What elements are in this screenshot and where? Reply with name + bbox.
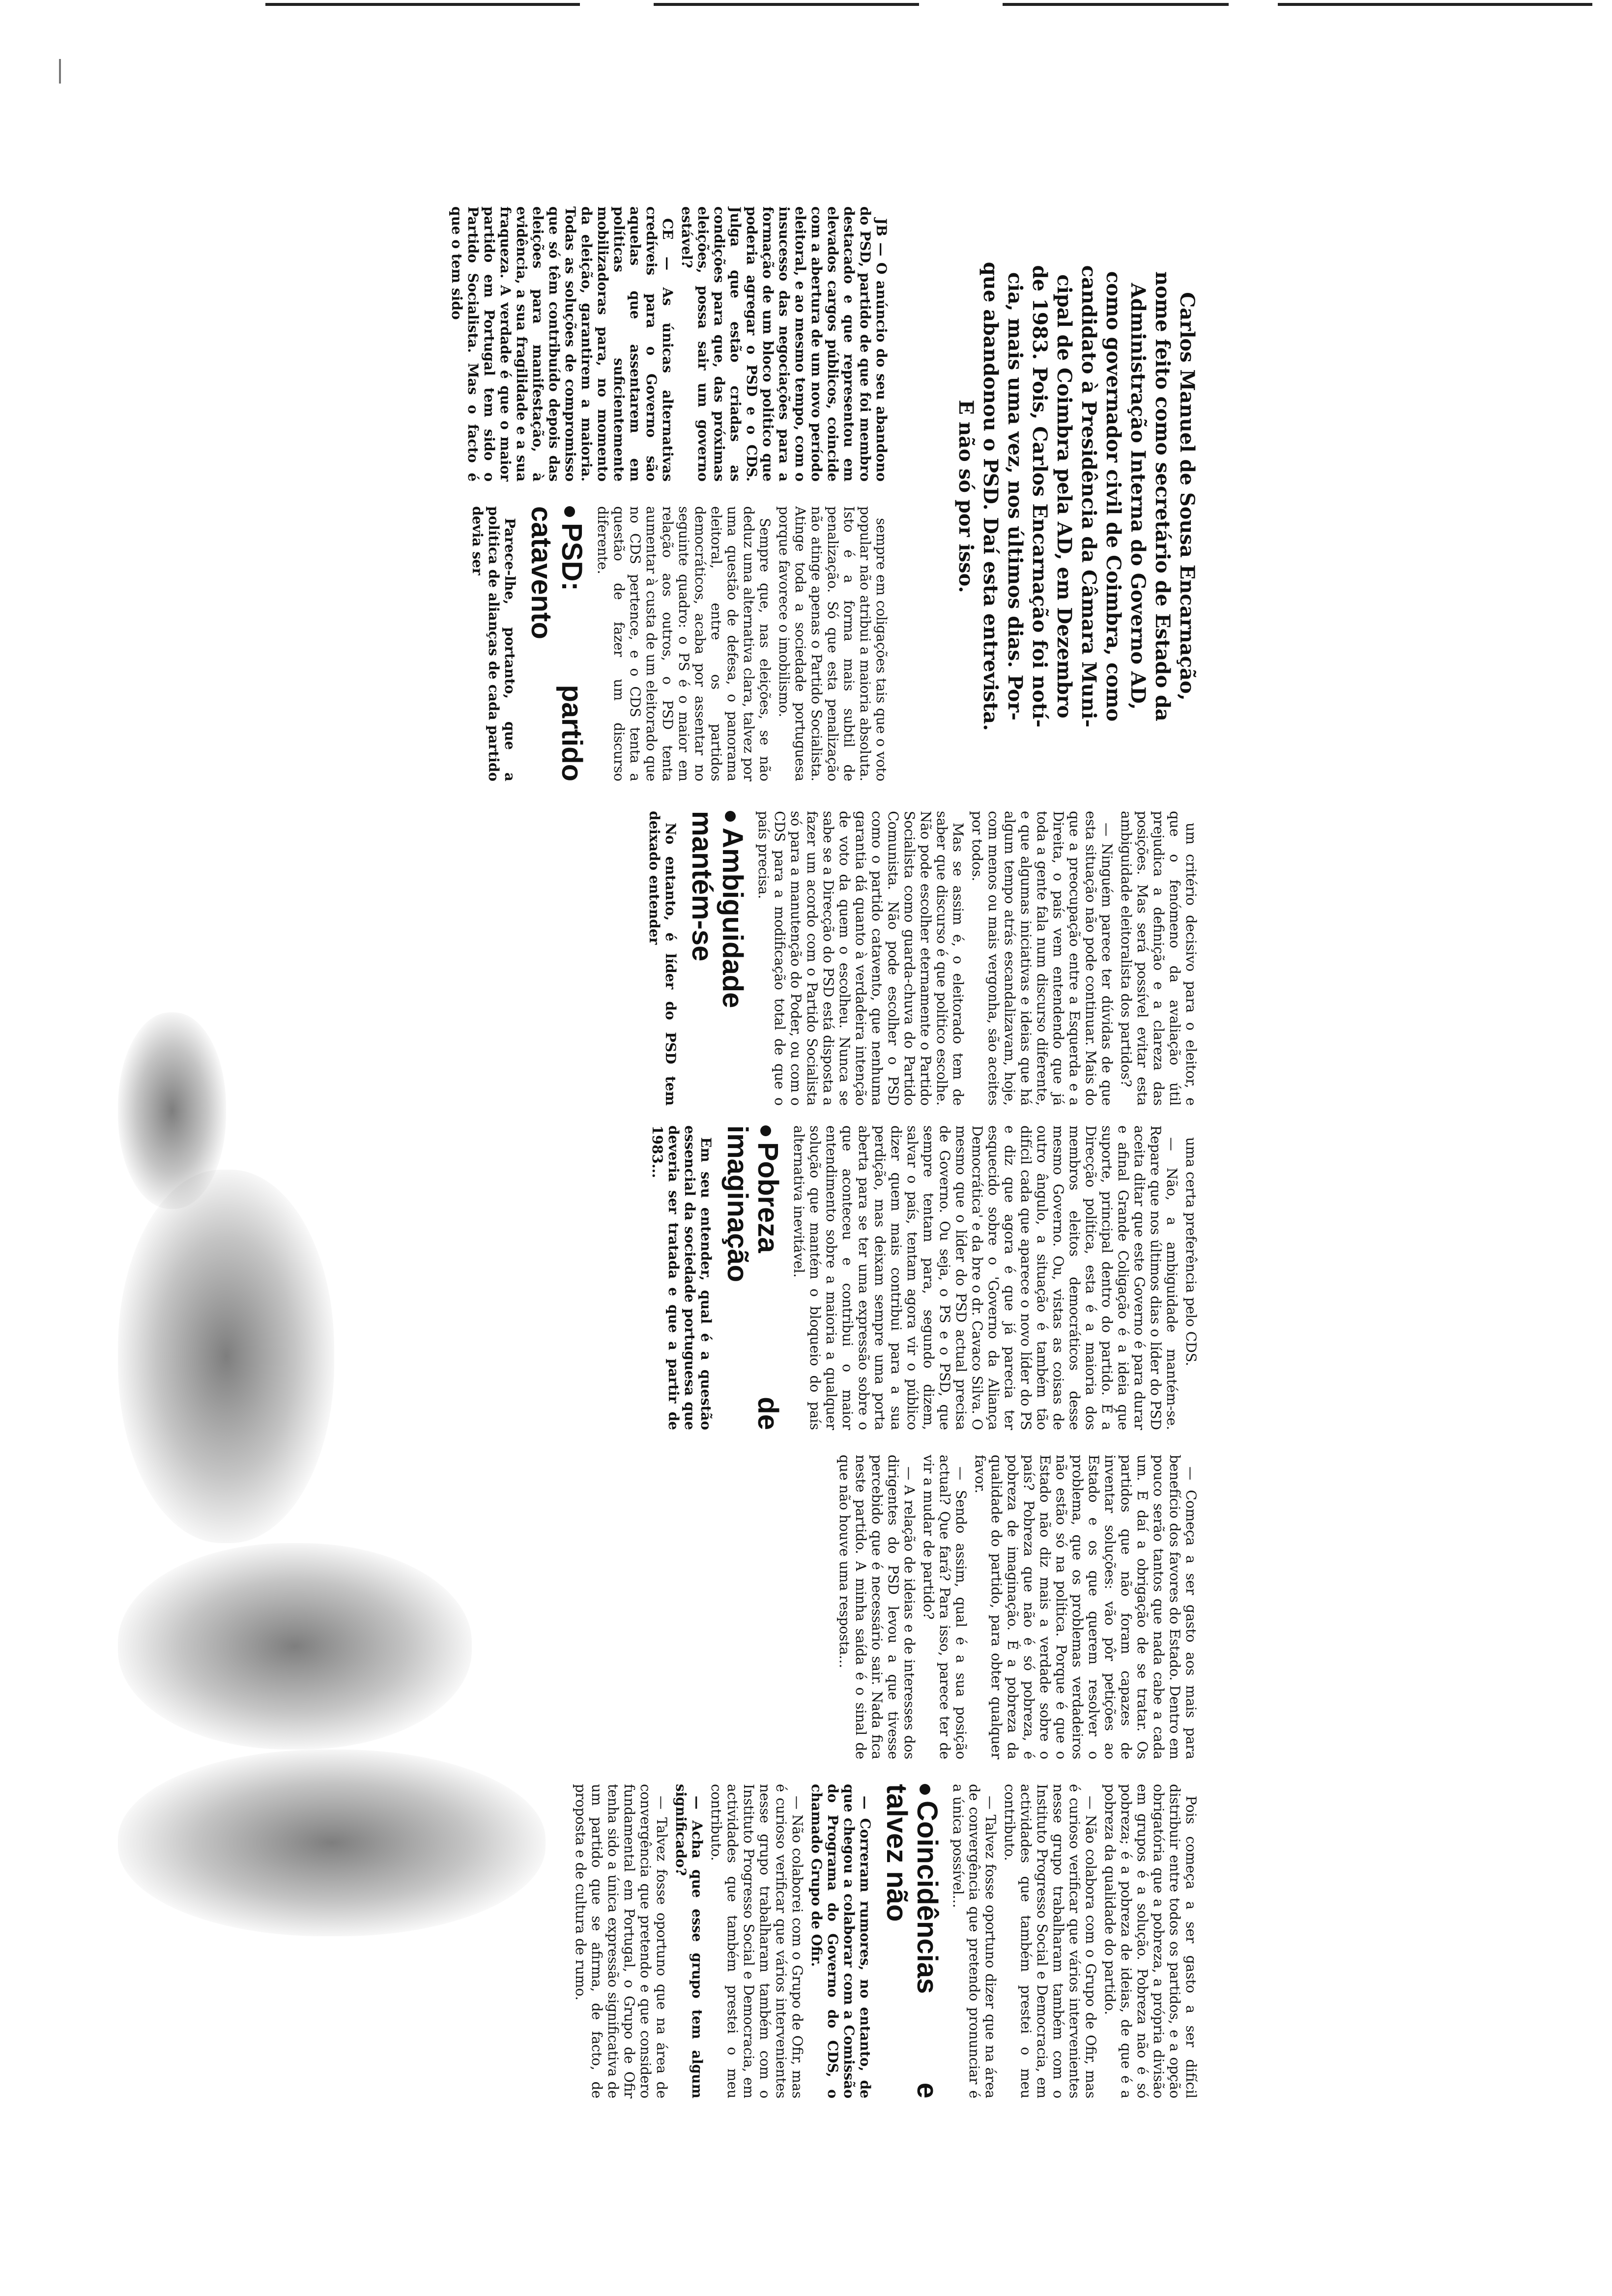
scan-edge-mark	[1003, 3, 1229, 6]
article-paragraph: Em seu entender, qual é a questão essencial da sociedade portuguesa que deveria ser tratada e que a partir de 1983...	[649, 1125, 714, 1430]
scan-smudge	[118, 1543, 472, 1750]
lead-line: Administração Interna do Governo AD,	[1126, 283, 1150, 710]
subheading-pobreza	[722, 1125, 783, 1430]
scan-smudge	[118, 1170, 334, 1543]
article-paragraph: — Talvez fosse oportuno que na área de convergência que pretendo e que considero fundamental em Portugal, o Grupo de Ofir tenha sido a única expressão significativa de um partido que se afirma, de facto, de proposta e de cultura de rumo.	[573, 1784, 670, 2098]
article-paragraph: — Começa a ser gasto aos mais para benefício dos favores do Estado. Dentro em pouco serão tantos que nada cabe a cada um. E daí a obrigação de se tratar. Os partidos que não foram capazes de inventar soluções: vão pôr petições ao Estado e os que querem resolver o problema, que os problemas verdadeiros não estão só na política. Porque é que o Estado não diz mais a verdade sobre o país? Pobreza que não é só pobreza, é pobreza de imaginação. É a pobreza da qualidade do partido, para obter qualquer favor.	[972, 1455, 1199, 1759]
subheading-psd-catavento	[526, 506, 587, 781]
lead-line: candidato à Presidência da Câmara Muni-	[1077, 265, 1100, 728]
article-paragraph: sempre em coligações tais que o voto popular não atribui a maioria absoluta. Isto é a forma mais subtil de penalização. Só que esta penalização não atinge apenas o Partido Socialista. Atinge toda a sociedade portuguesa porque favorece o imobilismo.	[776, 506, 890, 781]
subheading-text: Coincidências e talvez não	[881, 1784, 943, 2098]
margin-mark	[59, 59, 61, 84]
lead-line: nome feito como secretário de Estado da	[1151, 271, 1174, 721]
article-paragraph: Mas se assim é, o eleitorado tem de saber que discurso é que político escolhe. Não pode escolher eternamente o Partido Socialista como guarda-chuva do Partido Comunista. Não pode escolher o PSD como o partido catavento, que nenhuma garantia dá quanto à verdadeira intenção de voto da quem o escolheu. Nunca se sabe se a Direcção do PSD está disposta a fazer um acordo com o Partido Socialista só para a manutenção do Poder, ou com o CDS para a modificação total de que o país precisa.	[755, 811, 966, 1106]
article-paragraph: uma certa preferência pelo CDS.	[1183, 1137, 1199, 1366]
article-paragraph: — Ninguém parece ter dúvidas de que esta situação não pode continuar. Mais do que a preocupação entre a Esquerda e a Direita, o país vem entendendo que já toda a gente fala num discurso diferente, e que algumas iniciativas e ideias que há algum tempo atrás escandalizavam, hoje, com menos ou mais vergonha, são aceites por todos.	[969, 811, 1115, 1106]
article-paragraph: Sempre que, nas eleições, se não deduz uma alternativa clara, talvez por uma questão de defesa, o panorama eleitoral, entre os partidos democráticos, acaba por assentar no seguinte quadro: o PS é o maior em relação aos outros, o PSD tenta aumentar à custa de um eleitorado que no CDS pertence, e o CDS tenta a questão de fazer um discurso diferente.	[595, 506, 773, 781]
article-paragraph: — Acha que esse grupo tem algum significado?	[673, 1784, 705, 2098]
article-paragraph: Parece-lhe, portanto, que a política de alianças de cada partido devia ser	[469, 506, 518, 781]
article-paragraph: — Correram rumores, no entanto, de que chegou a colaborar com a Comissão do Programa do Governo do CDS, o chamado Grupo de Ofir.	[808, 1784, 873, 2098]
bullet-icon	[760, 1125, 771, 1136]
article-paragraph: JB — O anúncio do seu abandono do PSD, partido de que foi membro destacado e que representou em elevados cargos públicos, coincide com a abertura de um novo período eleitoral, e ao mesmo tempo, com o insucesso das negociações para a formação de um bloco político que poderia agregar o PSD e o CDS. Julga que estão criadas as condições para que, das próximas eleições, possa sair um governo estável?	[679, 206, 890, 482]
article-column-1	[113, 206, 890, 482]
subheading-coincidencias	[881, 1784, 942, 2098]
article-column-2	[113, 506, 890, 781]
scan-edge-mark	[1278, 3, 1592, 6]
bullet-icon	[564, 506, 575, 517]
scan-smudge	[118, 1750, 546, 1936]
article-column-3	[118, 811, 1199, 1106]
scan-edge-mark	[265, 3, 580, 6]
subheading-text: Pobreza de imaginação	[721, 1125, 784, 1430]
scan-edge-mark	[654, 3, 919, 6]
lead-line: E não só por isso.	[954, 400, 978, 593]
lead-line: de 1983. Pois, Carlos Encarnação foi notí-	[1028, 265, 1051, 728]
article-paragraph: — Não colaborei com o Grupo de Ofir, mas é curioso verificar que vários intervenientes nesse grupo trabalharam também com o Instituto Progresso Social e Democracia, em actividades que também prestei o meu contributo.	[708, 1784, 806, 2098]
lead-line: cia, mais uma vez, nos últimos dias. Por-	[1004, 272, 1027, 721]
article-paragraph: — Sendo assim, qual é a sua posição actual? Que fará? Para isso, parece ter de vir a mudar de partido?	[921, 1455, 969, 1759]
lead-line: que abandonou o PSD. Daí esta entrevista.	[979, 261, 1002, 731]
lead-line: como governador civil de Coimbra, como	[1102, 271, 1125, 722]
lead-line: Carlos Manuel de Sousa Encarnação,	[1176, 292, 1199, 701]
bullet-icon	[725, 811, 736, 822]
article-paragraph: CE — As únicas alternativas credíveis para o Governo são aquelas que assentarem em políticas suficientemente mobilizadoras para, no momento da eleição, garantirem a maioria. Todas as soluções de compromisso que só têm contribuído depois das eleições para manifestação, à evidência, a sua fragilidade e a sua fraqueza. A verdade é que o maior partido em Portugal tem sido o Partido Socialista. Mas o facto é que o tem sido	[449, 206, 676, 482]
article-paragraph: No entanto, é líder do PSD tem deixado entender	[646, 811, 679, 1106]
article-paragraph: Pois começa a ser gasto a ser difícil distribuir entre todos os partidos, e a opção obrigatória que a pobreza, a própria divisão em grupos é a solução. Pobreza não é só pobreza; é a pobreza de ideias, de que é a pobreza da qualidade do partido.	[1102, 1784, 1199, 2098]
article-paragraph: um critério decisivo para o eleitor, e que o fenómeno da avaliação útil prejudica a definição e a clareza das posições. Mas será possível evitar esta ambiguidade eleitoralista dos partidos?	[1118, 811, 1199, 1106]
subheading-text: PSD: partido catavento	[525, 506, 588, 781]
article-paragraph: — Não colabora com o Grupo de Ofir, mas é curioso verificar que vários intervenientes nesse grupo trabalharam também com o Instituto Progresso Social e Democracia, em actividades que também prestei o meu contributo.	[1002, 1784, 1099, 2098]
lead-line: cipal de Coimbra pela AD, em Dezembro	[1053, 274, 1076, 718]
article-paragraph: — Talvez fosse oportuno dizer que na área de convergência que pretendo pronunciar é a única possível...	[950, 1784, 999, 2098]
subheading-ambiguidade	[687, 811, 748, 1106]
scan-smudge	[118, 1012, 226, 1209]
rotated-newspaper-page	[108, 128, 1209, 2167]
article-paragraph: — Não, a ambiguidade mantém-se. Repare que nos últimos dias o líder do PSD aceita ditar que este Governo é para durar e afinal Grande Coligação é a ideia que suporte, principal dentro do partido. É a Direcção política, esta é a maioria dos membros eleitos democráticos desse mesmo Governo. Ou, vistas as coisas de outro ângulo, a situação é também tão difícil cada que aparece o novo líder do PS e diz que agora é que já parecia ter esquecido sobre o 'Governo da Aliança Democrática' e da bre o dr. Cavaco Silva. O mesmo que o líder do PSD actual precisa de Governo. Ou seja, o PS e o PSD, que sempre tentam para, segundo dizem, salvar o país, tentam agora vir o público dizer quem mais contribui para a sua perdição, mas deixam sempre uma porta aberta para se ter uma expressão sobre o que aconteceu e contribui o maior entendimento sobre a maioria a qualquer solução que mantém o bloqueio do país alternativa inevitável.	[791, 1125, 1180, 1430]
subheading-text: Ambiguidade mantém-se	[686, 811, 748, 1008]
lead-paragraph	[894, 206, 1199, 786]
bullet-icon	[920, 1784, 930, 1795]
article-paragraph: — A relação de ideias e de interesses dos dirigentes do PSD levou a que tivesse percebido que é necessário sair. Nada fica neste partido. A minha saída é o sinal de que não houve uma resposta...	[836, 1455, 918, 1759]
